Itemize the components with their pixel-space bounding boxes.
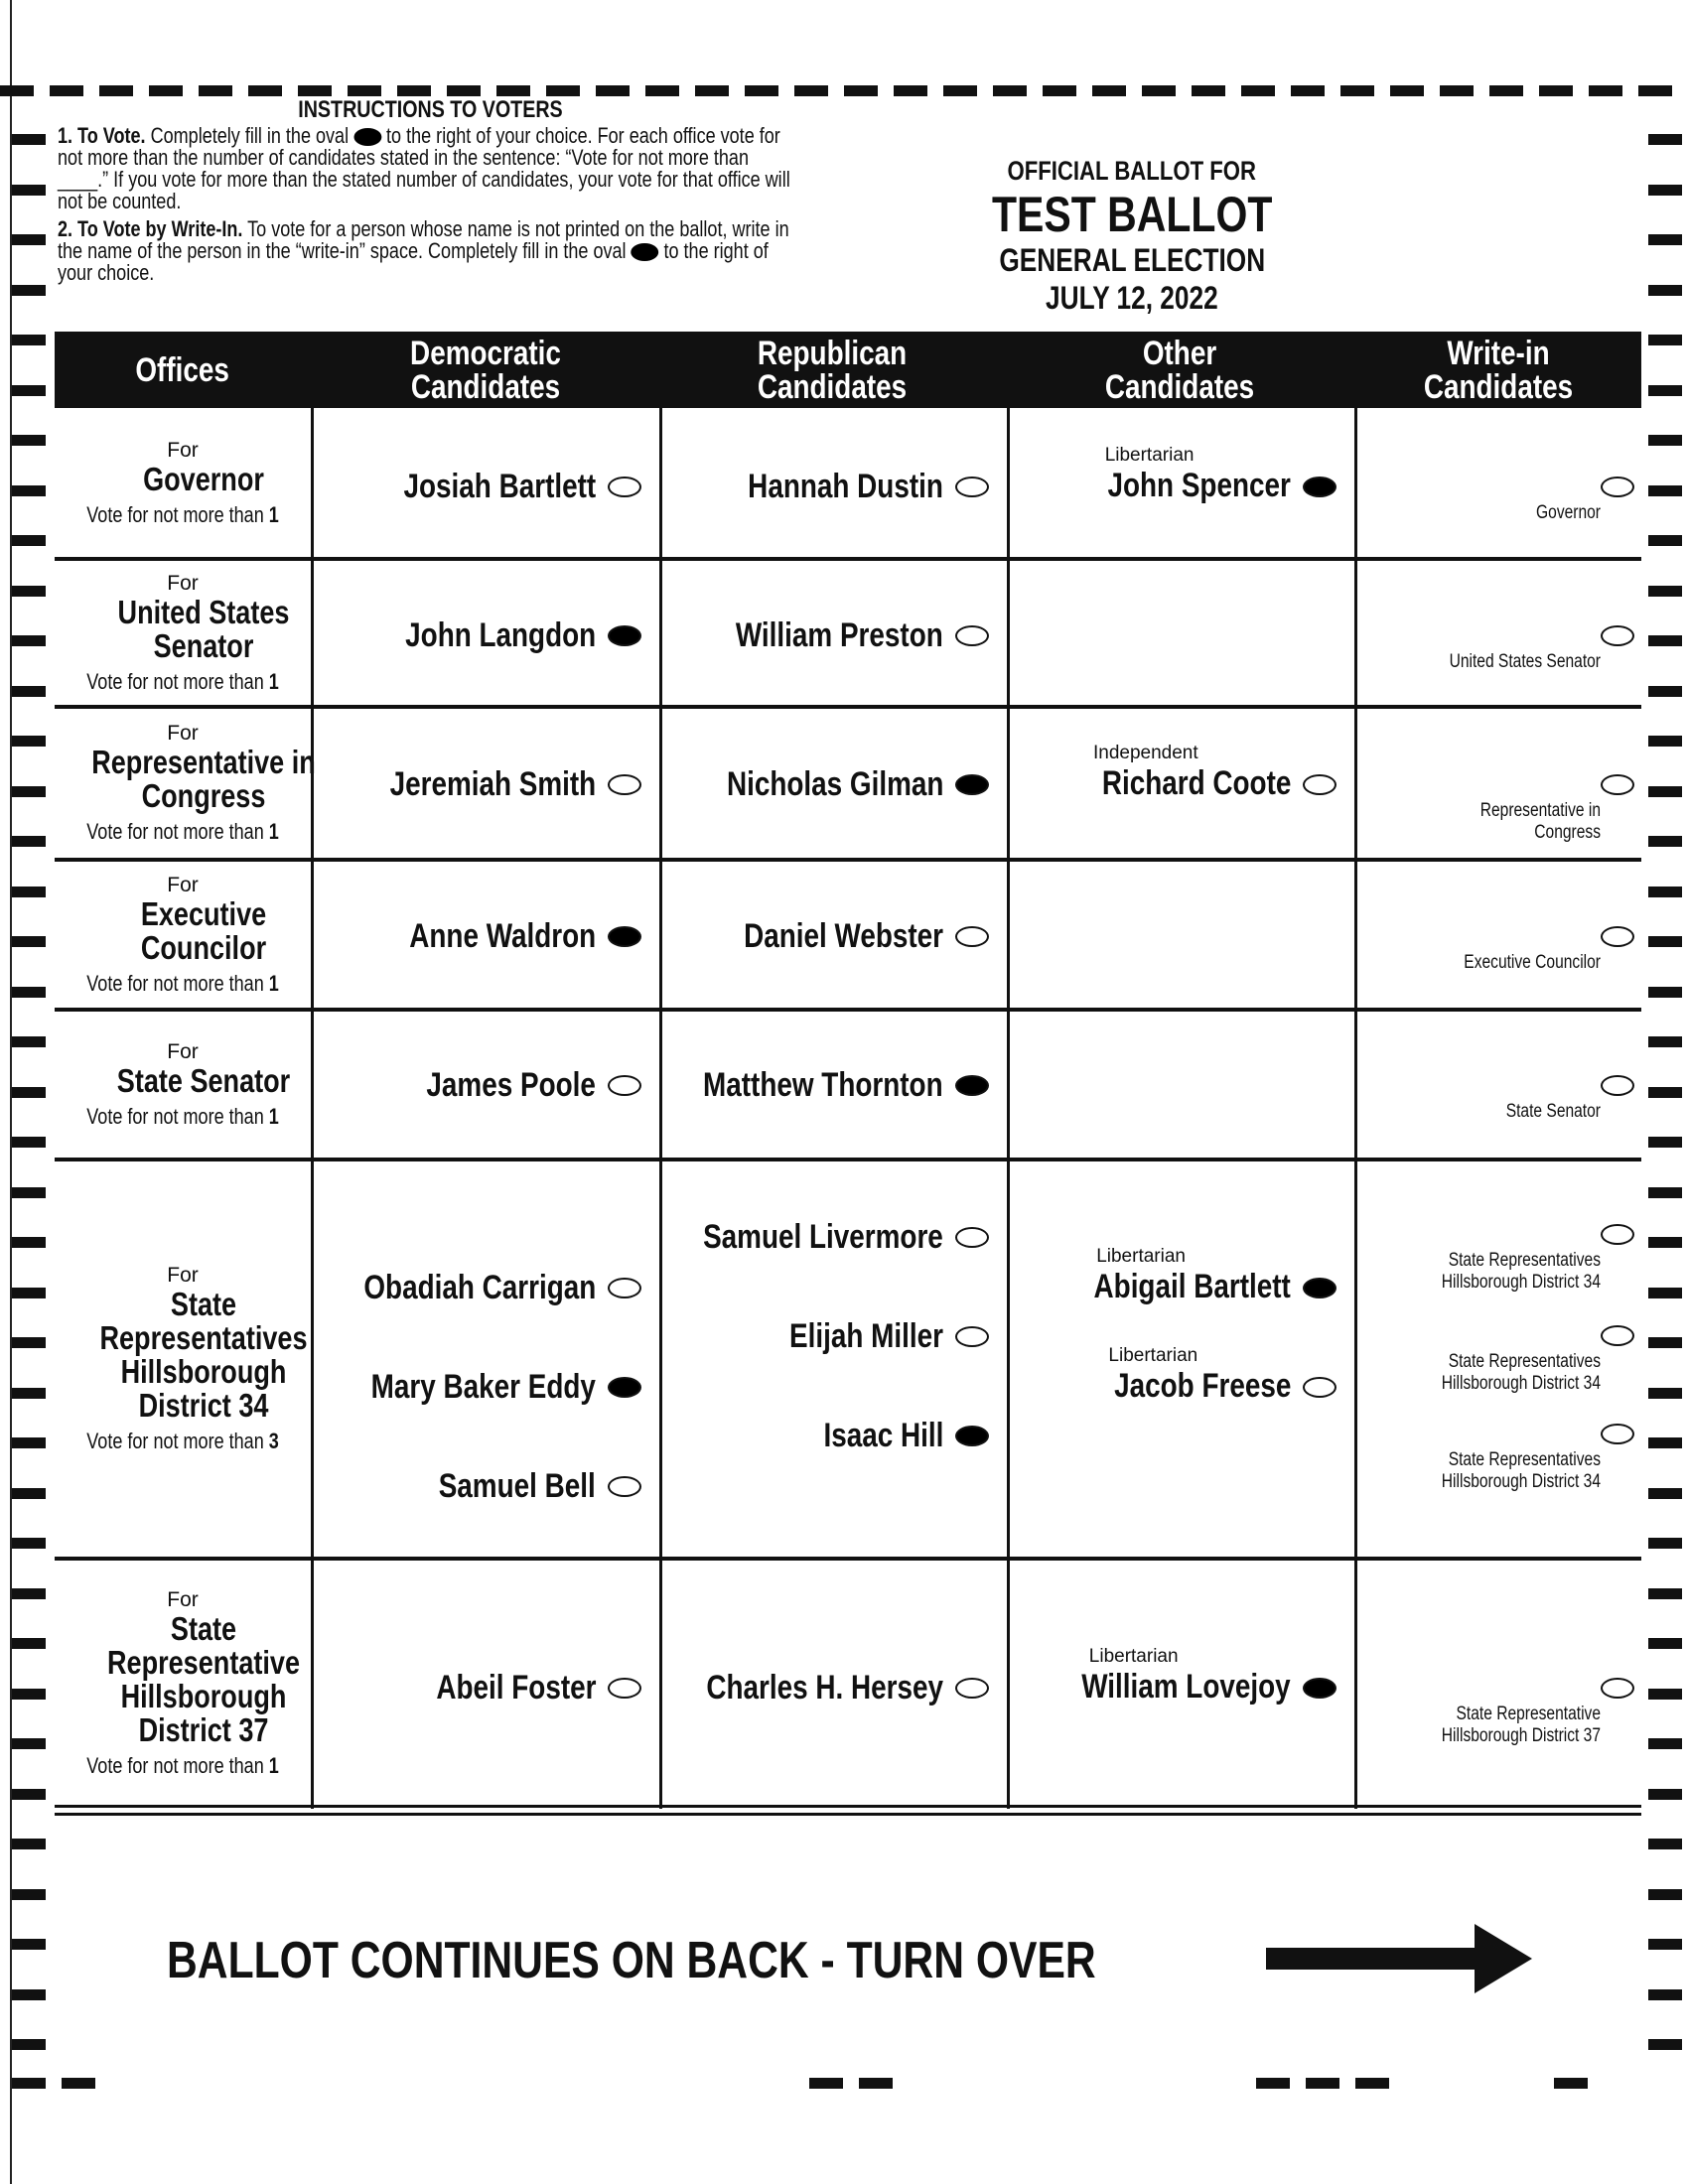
timing-mark (1648, 234, 1682, 245)
timing-mark (12, 1689, 46, 1700)
write-in-label: State Representatives Hillsborough District 34 (1441, 1449, 1601, 1492)
timing-mark (12, 1839, 46, 1849)
grid-hline (55, 557, 1641, 561)
timing-mark (298, 85, 332, 96)
timing-mark (248, 85, 282, 96)
vote-oval[interactable] (1303, 774, 1336, 795)
timing-mark (0, 85, 34, 96)
candidate (654, 1669, 943, 1707)
office-cell (55, 439, 311, 528)
ballot-title: TEST BALLOT (991, 187, 1273, 242)
timing-mark (447, 85, 481, 96)
filled-oval[interactable] (955, 1075, 989, 1096)
timing-mark (397, 85, 431, 96)
candidate (1051, 1246, 1291, 1306)
timing-mark (1648, 1738, 1682, 1749)
timing-mark (1092, 85, 1126, 96)
timing-mark (99, 85, 133, 96)
party-label: Libertarian (1104, 445, 1195, 466)
timing-mark (12, 635, 46, 646)
write-in-label: State Representatives Hillsborough District 34 (1441, 1250, 1601, 1293)
candidate-name: James Poole (426, 1066, 596, 1104)
office-name: State Senator (116, 1061, 291, 1099)
candidate (368, 917, 596, 956)
filled-oval[interactable] (1303, 1678, 1336, 1699)
candidate-name: Hannah Dustin (748, 468, 943, 505)
timing-mark (1192, 85, 1225, 96)
timing-mark (12, 1187, 46, 1198)
continue-notice: BALLOT CONTINUES ON BACK - TURN OVER (167, 1932, 1096, 1989)
candidate (313, 1269, 596, 1307)
candidate-name: Richard Coote (1101, 764, 1291, 802)
write-in-label: Executive Councilor (1464, 952, 1601, 973)
write-in-label: State Representatives Hillsborough District 34 (1441, 1351, 1601, 1394)
timing-mark (1340, 85, 1374, 96)
candidate-name: Obadiah Carrigan (363, 1269, 596, 1306)
candidate (1060, 743, 1291, 803)
office-cell (55, 572, 311, 695)
candidate (650, 1218, 943, 1257)
write-in-oval[interactable] (1601, 774, 1634, 795)
write-in-oval[interactable] (1601, 1424, 1634, 1444)
timing-mark (12, 335, 46, 345)
filled-oval[interactable] (955, 1426, 989, 1446)
timing-mark (1142, 85, 1176, 96)
instruction-2: 2. To Vote by Write-In. To vote for a person whose name is not printed on the ballot, write in the name of the person in the “write-in” space. Completely fill in the oval to the right of your choice. (58, 216, 789, 285)
grid-vline (1354, 332, 1357, 1809)
timing-mark (596, 85, 630, 96)
write-in-oval[interactable] (1601, 1224, 1634, 1245)
timing-mark (12, 1889, 46, 1900)
timing-mark (12, 836, 46, 847)
timing-mark (1648, 1638, 1682, 1649)
write-in-label: State Representative Hillsborough District 37 (1441, 1704, 1601, 1746)
timing-mark (199, 85, 232, 96)
timing-mark (12, 2078, 46, 2089)
candidate (361, 468, 596, 506)
vote-limit: Vote for not more than 1 (86, 1103, 279, 1129)
vote-oval[interactable] (955, 1227, 989, 1248)
timing-mark (1043, 85, 1076, 96)
vote-oval[interactable] (955, 625, 989, 646)
timing-mark (1648, 1237, 1682, 1248)
candidate-name: Jacob Freese (1113, 1367, 1291, 1405)
timing-mark (1648, 335, 1682, 345)
office-for-label: For (167, 1039, 199, 1063)
candidate-name: Jeremiah Smith (389, 765, 596, 803)
timing-mark (12, 1939, 46, 1950)
write-in-label: Representative in Congress (1479, 800, 1601, 843)
timing-mark (1648, 1388, 1682, 1399)
write-in-label: Governor (1536, 502, 1601, 523)
candidate (705, 468, 943, 506)
timing-mark (149, 85, 183, 96)
candidate-name: Nicholas Gilman (726, 765, 943, 803)
timing-mark (1648, 1839, 1682, 1849)
vote-limit: Vote for not more than 1 (86, 970, 279, 996)
ballot-title-block (933, 154, 1331, 317)
election-date: JULY 12, 2022 (1046, 280, 1218, 316)
grid-vline (1007, 332, 1010, 1809)
filled-oval[interactable] (608, 1377, 641, 1398)
write-in-oval[interactable] (1601, 1325, 1634, 1346)
column-header-offices: Offices (135, 350, 230, 389)
election-name: GENERAL ELECTION (999, 242, 1265, 278)
timing-mark (1554, 2078, 1588, 2089)
timing-mark (12, 185, 46, 196)
grid-hline (55, 1008, 1641, 1012)
timing-mark (348, 85, 381, 96)
vote-limit: Vote for not more than 1 (86, 819, 279, 844)
timing-mark (12, 1488, 46, 1499)
timing-mark (794, 85, 828, 96)
write-in-oval[interactable] (1601, 1075, 1634, 1096)
candidate-name: William Lovejoy (1081, 1668, 1291, 1706)
grid-hline (55, 1813, 1641, 1816)
timing-mark (12, 234, 46, 245)
timing-mark (1648, 1137, 1682, 1148)
timing-mark (1648, 1789, 1682, 1800)
timing-mark (1241, 85, 1275, 96)
write-in-label: United States Senator (1449, 651, 1601, 672)
write-in-oval[interactable] (1601, 1678, 1634, 1699)
timing-mark (12, 987, 46, 998)
candidate (401, 1669, 596, 1707)
timing-mark (1648, 736, 1682, 747)
office-name: United States Senator (117, 593, 290, 664)
timing-mark (50, 85, 83, 96)
office-cell (55, 722, 316, 845)
candidate (1075, 1345, 1291, 1406)
timing-mark (1355, 2078, 1389, 2089)
timing-mark (993, 85, 1027, 96)
timing-mark (1648, 635, 1682, 646)
candidate (363, 616, 596, 655)
grid-hline (55, 1805, 1641, 1808)
timing-mark (1648, 1036, 1682, 1047)
column-header-writein: Write-in Candidates (1423, 334, 1573, 406)
timing-mark (1648, 1187, 1682, 1198)
timing-mark (1648, 1437, 1682, 1448)
timing-mark (12, 1638, 46, 1649)
timing-mark (12, 686, 46, 697)
timing-mark (12, 1789, 46, 1800)
timing-mark (1648, 1989, 1682, 2000)
timing-mark (1648, 1337, 1682, 1348)
candidate (679, 765, 943, 804)
timing-mark (12, 936, 46, 947)
instructions-block (58, 96, 802, 290)
filled-oval[interactable] (1303, 1278, 1336, 1298)
candidate-name: Daniel Webster (744, 917, 943, 955)
instructions-title: INSTRUCTIONS TO VOTERS (297, 96, 563, 123)
timing-mark (12, 1437, 46, 1448)
timing-mark (894, 85, 927, 96)
office-for-label: For (167, 722, 199, 745)
timing-mark (12, 535, 46, 546)
candidate-name: Elijah Miller (789, 1317, 943, 1355)
timing-mark (695, 85, 729, 96)
timing-mark (1440, 85, 1474, 96)
timing-mark (12, 385, 46, 396)
write-in-label: State Senator (1505, 1101, 1601, 1122)
office-cell (55, 874, 311, 997)
timing-mark (1589, 85, 1622, 96)
candidate-name: Samuel Livermore (703, 1218, 943, 1256)
grid-hline (55, 1158, 1641, 1161)
candidate-name: Matthew Thornton (703, 1066, 943, 1104)
timing-mark (12, 586, 46, 597)
timing-mark (12, 1036, 46, 1047)
instruction-1: 1. To Vote. Completely fill in the oval to the right of your choice. For each office vote for not more than the number of candidates stated in the sentence: “Vote for not more than ____.” If you vote for more than the stated number of candidates, your vote for that office will not be counted. (58, 123, 790, 213)
office-cell (55, 1264, 311, 1454)
timing-mark (12, 1538, 46, 1549)
vote-limit: Vote for not more than 1 (86, 1753, 279, 1778)
column-header-republican: Republican Candidates (757, 334, 907, 406)
timing-mark (12, 887, 46, 897)
timing-mark (1648, 1889, 1682, 1900)
timing-mark (12, 1087, 46, 1098)
office-name: Governor (143, 461, 264, 497)
grid-hline (55, 858, 1641, 862)
candidate (690, 616, 943, 655)
vote-oval[interactable] (1303, 1377, 1336, 1398)
timing-mark (12, 1288, 46, 1298)
timing-mark (943, 85, 977, 96)
office-for-label: For (167, 1588, 199, 1611)
timing-mark (645, 85, 679, 96)
timing-mark (12, 1337, 46, 1348)
vote-oval[interactable] (608, 1476, 641, 1497)
candidate (1036, 1646, 1291, 1706)
candidate (797, 1417, 943, 1455)
timing-mark (1648, 2039, 1682, 2050)
grid-hline (55, 705, 1641, 709)
party-label: Libertarian (1096, 1246, 1186, 1267)
vote-oval[interactable] (608, 477, 641, 497)
timing-mark (12, 435, 46, 446)
candidate-name: Charles H. Hersey (706, 1669, 943, 1706)
write-in-oval[interactable] (1601, 477, 1634, 497)
timing-mark (1648, 385, 1682, 396)
column-header-row (55, 332, 1641, 408)
timing-mark (1648, 887, 1682, 897)
timing-mark (1648, 485, 1682, 496)
office-for-label: For (167, 873, 199, 896)
timing-mark (12, 1237, 46, 1248)
candidate (700, 917, 943, 956)
timing-mark (1648, 1488, 1682, 1499)
timing-mark (12, 1588, 46, 1599)
party-label: Independent (1092, 743, 1198, 763)
filled-oval-icon (353, 128, 381, 146)
write-in-oval[interactable] (1601, 625, 1634, 646)
vote-oval[interactable] (955, 1678, 989, 1699)
write-in-oval[interactable] (1601, 926, 1634, 947)
timing-mark (496, 85, 530, 96)
vote-oval[interactable] (955, 477, 989, 497)
candidate (345, 765, 596, 804)
party-label: Libertarian (1108, 1345, 1198, 1366)
office-for-label: For (167, 571, 199, 595)
timing-mark (12, 1137, 46, 1148)
office-name: Representative in Congress (91, 744, 316, 814)
candidate-name: Josiah Bartlett (403, 468, 596, 505)
filled-oval[interactable] (608, 625, 641, 646)
timing-mark (859, 2078, 893, 2089)
column-header-other: Other Candidates (1104, 334, 1254, 406)
timing-mark (1648, 1588, 1682, 1599)
timing-mark (1648, 1538, 1682, 1549)
vote-oval[interactable] (608, 1678, 641, 1699)
party-label: Libertarian (1088, 1646, 1179, 1667)
timing-mark (1648, 586, 1682, 597)
office-cell (55, 1588, 311, 1779)
timing-mark (12, 134, 46, 145)
candidate-name: Abigail Bartlett (1093, 1268, 1291, 1305)
vote-oval[interactable] (955, 926, 989, 947)
vote-oval[interactable] (608, 774, 641, 795)
ballot-title-line1: OFFICIAL BALLOT FOR (1007, 156, 1257, 186)
vote-oval[interactable] (608, 1075, 641, 1096)
candidate-name: Samuel Bell (438, 1467, 596, 1505)
timing-mark (1648, 987, 1682, 998)
timing-mark (1539, 85, 1573, 96)
filled-oval[interactable] (955, 774, 989, 795)
timing-mark (1648, 1689, 1682, 1700)
filled-oval-icon (632, 243, 659, 261)
timing-mark (1648, 535, 1682, 546)
office-name: State Representatives Hillsborough District 34 (99, 1286, 308, 1424)
right-arrow-icon (1266, 1924, 1534, 1993)
candidate-name: Anne Waldron (409, 917, 596, 955)
candidate (389, 1066, 596, 1105)
timing-mark (1638, 85, 1672, 96)
office-name: State Representative Hillsborough District 37 (106, 1610, 301, 1748)
timing-mark (1648, 786, 1682, 797)
office-for-label: For (167, 1264, 199, 1287)
office-cell (55, 1040, 311, 1130)
timing-mark (1648, 1939, 1682, 1950)
timing-mark (12, 1989, 46, 2000)
timing-mark (12, 485, 46, 496)
vote-limit: Vote for not more than 1 (86, 668, 279, 694)
vote-limit: Vote for not more than 3 (86, 1429, 279, 1453)
timing-mark (1648, 686, 1682, 697)
timing-mark (12, 2039, 46, 2050)
office-name: Executive Councilor (140, 894, 267, 966)
vote-oval[interactable] (955, 1326, 989, 1347)
timing-mark (1390, 85, 1424, 96)
vote-oval[interactable] (608, 1278, 641, 1298)
timing-mark (844, 85, 878, 96)
candidate-name: John Langdon (404, 616, 596, 654)
timing-mark (12, 285, 46, 296)
vote-limit: Vote for not more than 1 (86, 502, 279, 527)
filled-oval[interactable] (608, 926, 641, 947)
timing-mark (1489, 85, 1523, 96)
grid-hline (55, 1557, 1641, 1561)
timing-mark (1256, 2078, 1290, 2089)
timing-mark (12, 736, 46, 747)
timing-mark (546, 85, 580, 96)
timing-mark (1648, 936, 1682, 947)
timing-mark (12, 1388, 46, 1399)
timing-mark (1648, 836, 1682, 847)
timing-mark (745, 85, 778, 96)
timing-mark (12, 1738, 46, 1749)
office-for-label: For (167, 439, 199, 462)
candidate (650, 1066, 943, 1105)
candidate (404, 1467, 596, 1506)
candidate-name: Isaac Hill (823, 1417, 943, 1454)
timing-mark (1648, 1288, 1682, 1298)
timing-mark (1306, 2078, 1339, 2089)
timing-mark (809, 2078, 843, 2089)
timing-mark (1648, 185, 1682, 196)
timing-mark (1648, 285, 1682, 296)
candidate-name: William Preston (736, 616, 943, 654)
candidate (1067, 445, 1291, 505)
candidate (756, 1317, 943, 1356)
timing-mark (1648, 435, 1682, 446)
timing-mark (1648, 1087, 1682, 1098)
timing-mark (1648, 134, 1682, 145)
timing-mark (1291, 85, 1325, 96)
column-header-democratic: Democratic Candidates (409, 334, 561, 406)
timing-mark (62, 2078, 95, 2089)
candidate-name: John Spencer (1107, 467, 1291, 504)
candidate (322, 1368, 596, 1407)
candidate-name: Abeil Foster (435, 1669, 596, 1706)
timing-mark (12, 786, 46, 797)
candidate-name: Mary Baker Eddy (370, 1368, 596, 1406)
filled-oval[interactable] (1303, 477, 1336, 497)
